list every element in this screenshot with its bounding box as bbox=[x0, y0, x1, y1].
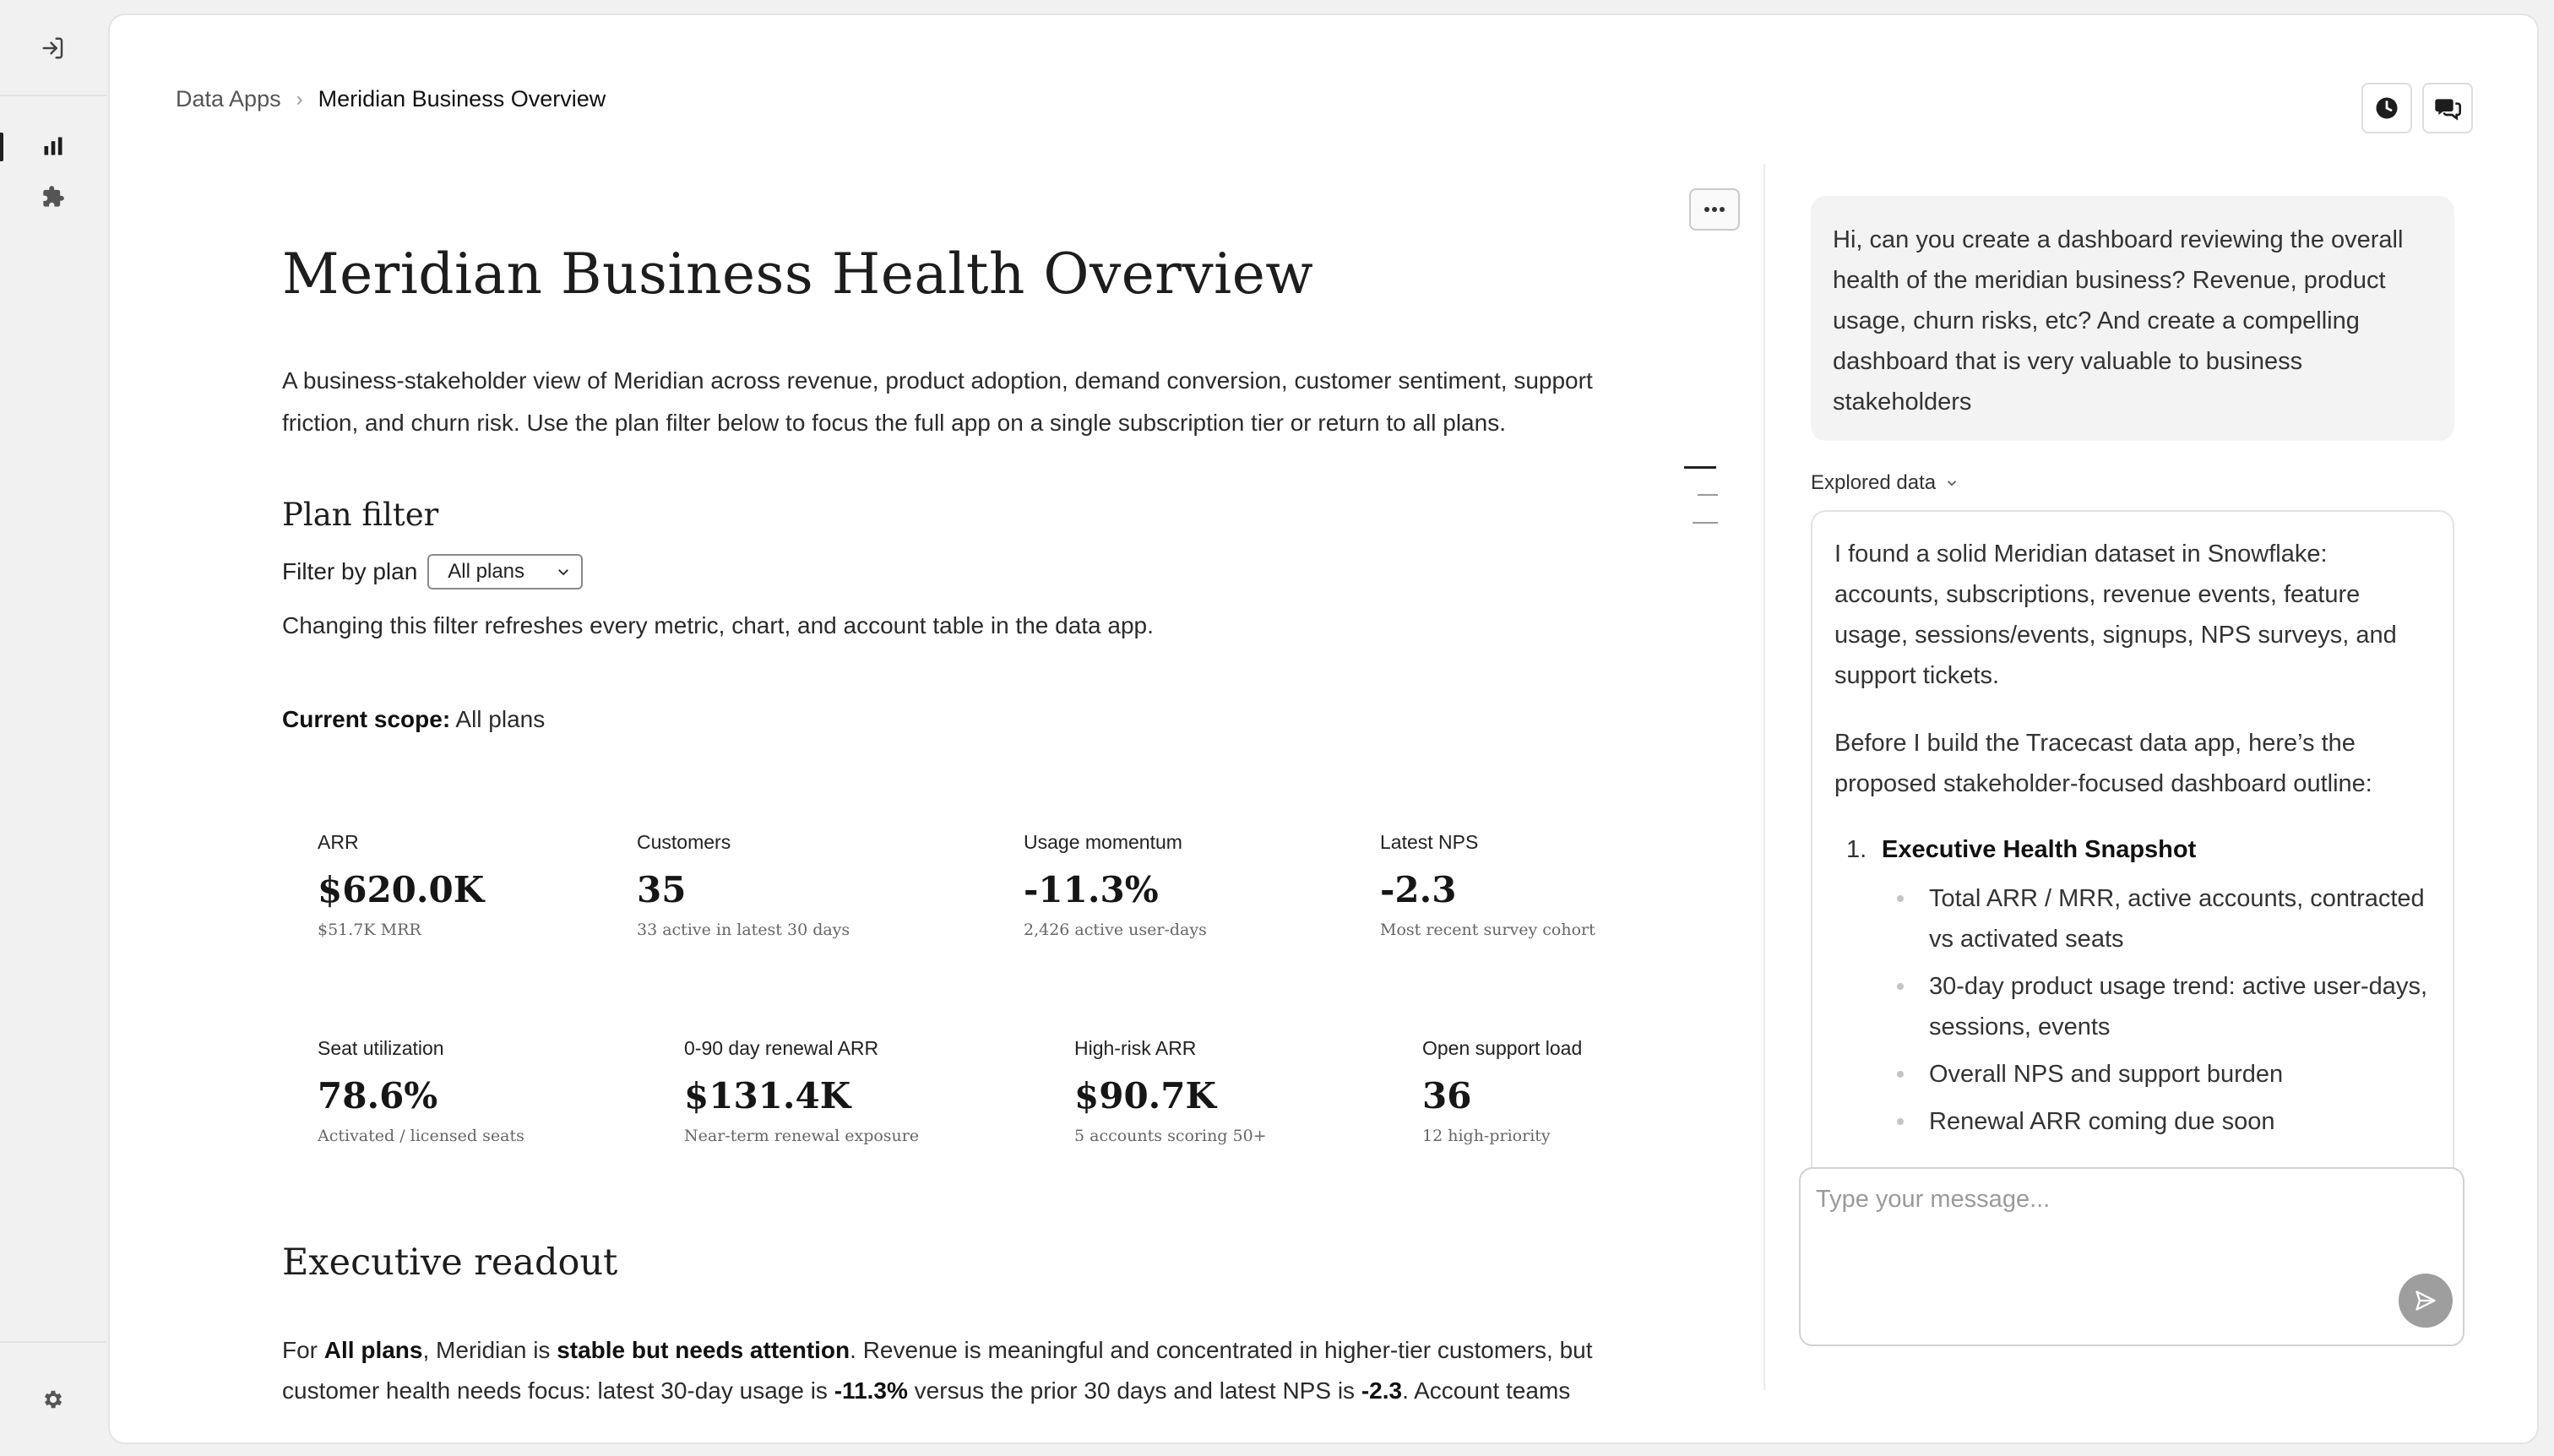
metric-high-risk-arr bbox=[1074, 1037, 1267, 1145]
plan-filter-note: Changing this filter refreshes every metric, chart, and account table in the data app. bbox=[282, 612, 1154, 638]
metric-value: $620.0K bbox=[318, 869, 485, 910]
metric-subtext: Near-term renewal exposure bbox=[684, 1127, 920, 1145]
metric-latest-nps bbox=[1380, 831, 1595, 939]
data-app-document bbox=[282, 15, 1718, 1404]
bar-chart-icon[interactable] bbox=[32, 125, 74, 167]
puzzle-icon[interactable] bbox=[32, 176, 74, 218]
metric-subtext: Most recent survey cohort bbox=[1380, 921, 1595, 939]
send-button[interactable] bbox=[2399, 1274, 2453, 1328]
metric-subtext: $51.7K MRR bbox=[318, 921, 421, 939]
current-scope bbox=[282, 706, 545, 733]
assistant-paragraph: Before I build the Tracecast data app, here’s the proposed stakeholder-focused dashboard outline: bbox=[1834, 730, 2372, 797]
active-indicator bbox=[0, 133, 3, 161]
metric-label: High-risk ARR bbox=[1074, 1037, 1197, 1059]
gear-icon[interactable] bbox=[32, 1378, 74, 1421]
message-input-placeholder[interactable]: Type your message... bbox=[1816, 1186, 2051, 1213]
current-scope-value: All plans bbox=[455, 706, 546, 732]
metric-arr bbox=[318, 831, 484, 939]
metric-label: Usage momentum bbox=[1024, 831, 1182, 853]
readout-text: versus the prior 30 days and latest NPS is bbox=[907, 1377, 1361, 1404]
metric-value: 78.6% bbox=[318, 1075, 438, 1116]
more-options-button[interactable] bbox=[1689, 188, 1740, 231]
outline-section-number: 1. bbox=[1846, 836, 1867, 863]
metric-label: Seat utilization bbox=[318, 1037, 444, 1059]
assistant-paragraph: I found a solid Meridian dataset in Snowflake: accounts, subscriptions, revenue events, feature usage, sessions/events, signups, NPS surveys, and support tickets. bbox=[1834, 541, 2397, 689]
metric-subtext: Activated / licensed seats bbox=[318, 1127, 524, 1145]
metric-subtext: 33 active in latest 30 days bbox=[637, 921, 850, 939]
metric-label: ARR bbox=[318, 831, 359, 853]
readout-emphasis: -11.3% bbox=[834, 1377, 908, 1404]
list-item: Overall NPS and support burden bbox=[1882, 1054, 2431, 1095]
left-rail bbox=[0, 0, 106, 1456]
readout-text: . Revenue is meaningful and concentrated in higher-tier customers, but customer health needs focus: latest 30-day usage is bbox=[282, 1337, 1593, 1404]
list-item: 30-day product usage trend: active user-days, sessions, events bbox=[1882, 966, 2431, 1047]
metric-usage-momentum bbox=[1024, 831, 1207, 939]
readout-emphasis: stable but needs attention bbox=[557, 1337, 850, 1363]
breadcrumb-current: Meridian Business Overview bbox=[318, 86, 606, 111]
outline-bullets bbox=[1882, 878, 2431, 1142]
main-panel bbox=[108, 14, 2539, 1444]
login-icon[interactable] bbox=[32, 27, 74, 69]
list-item: Total ARR / MRR, active accounts, contracted vs activated seats bbox=[1882, 878, 2431, 959]
chevron-down-icon bbox=[1944, 475, 1959, 491]
metric-value: -11.3% bbox=[1024, 869, 1159, 910]
outline-marker[interactable] bbox=[1693, 522, 1718, 524]
executive-readout-heading: Executive readout bbox=[282, 1241, 618, 1284]
metric-open-support-load bbox=[1422, 1037, 1582, 1145]
outline-marker-active[interactable] bbox=[1684, 466, 1716, 469]
send-icon bbox=[2414, 1289, 2437, 1312]
metric-value: -2.3 bbox=[1380, 869, 1457, 910]
metric-label: 0-90 day renewal ARR bbox=[684, 1037, 879, 1059]
breadcrumb-separator: › bbox=[296, 87, 303, 111]
metric-value: $90.7K bbox=[1074, 1075, 1217, 1116]
readout-text: , Meridian is bbox=[422, 1337, 557, 1363]
chevron-down-icon bbox=[556, 564, 571, 579]
plan-select-value: All plans bbox=[448, 560, 525, 583]
metric-value: 35 bbox=[637, 869, 687, 910]
outline-section-title: Executive Health Snapshot bbox=[1882, 836, 2197, 863]
metric-label: Customers bbox=[637, 831, 731, 853]
outline-marker[interactable] bbox=[1698, 494, 1718, 496]
list-item: Renewal ARR coming due soon bbox=[1882, 1101, 2431, 1142]
current-scope-label: Current scope: bbox=[282, 706, 451, 732]
outline-section bbox=[1834, 829, 2431, 870]
explored-data-label: Explored data bbox=[1811, 471, 1937, 494]
user-message: Hi, can you create a dashboard reviewing the overall health of the meridian business? Revenue, product usage, churn risks, etc? And create a compelling dashboard that is very valuable to business stakeholders bbox=[1811, 196, 2454, 441]
breadcrumb-parent[interactable]: Data Apps bbox=[176, 86, 281, 111]
readout-emphasis: All plans bbox=[323, 1337, 423, 1363]
chat-panel bbox=[1806, 15, 2507, 1446]
rail-divider bbox=[0, 95, 106, 96]
readout-text: For bbox=[282, 1337, 324, 1363]
metric-label: Open support load bbox=[1422, 1037, 1583, 1059]
plan-select[interactable] bbox=[427, 554, 583, 589]
message-composer[interactable] bbox=[1799, 1167, 2464, 1346]
readout-text: . Account teams bbox=[1402, 1377, 1571, 1404]
intro-paragraph: A business-stakeholder view of Meridian across revenue, product adoption, demand conversion, customer sentiment, support friction, and churn risk. Use the plan filter below to focus the full app on a single subscription tier or return to all plans. bbox=[282, 367, 1593, 436]
metric-value: $131.4K bbox=[684, 1075, 851, 1116]
assistant-message bbox=[1811, 510, 2454, 1186]
metric-seat-utilization bbox=[318, 1037, 524, 1145]
metric-subtext: 12 high-priority bbox=[1422, 1127, 1551, 1145]
plan-filter-label: Filter by plan bbox=[282, 558, 418, 584]
rail-divider-bottom bbox=[0, 1341, 106, 1343]
metric-subtext: 5 accounts scoring 50+ bbox=[1074, 1127, 1267, 1145]
metric-label: Latest NPS bbox=[1380, 831, 1479, 853]
explored-data-toggle[interactable] bbox=[1811, 471, 1959, 495]
readout-emphasis: -2.3 bbox=[1361, 1377, 1403, 1404]
panel-divider bbox=[1763, 164, 1765, 1390]
more-horizontal-icon bbox=[1704, 206, 1725, 213]
page-title: Meridian Business Health Overview bbox=[282, 242, 1314, 307]
plan-filter-row bbox=[282, 554, 583, 589]
metric-renewal-arr bbox=[684, 1037, 919, 1145]
metric-subtext: 2,426 active user-days bbox=[1024, 921, 1207, 939]
metric-customers bbox=[637, 831, 850, 939]
plan-filter-heading: Plan filter bbox=[282, 497, 439, 533]
metric-value: 36 bbox=[1422, 1075, 1472, 1116]
executive-readout-text bbox=[282, 1330, 1667, 1411]
